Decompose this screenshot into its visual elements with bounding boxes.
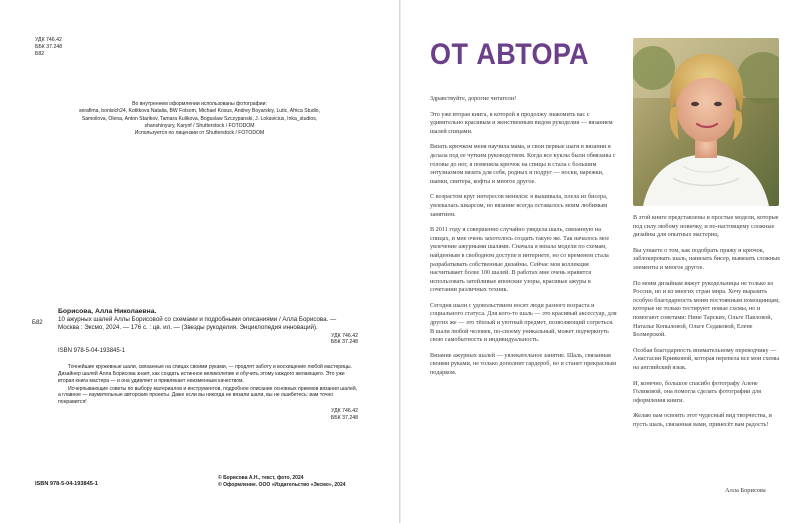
biblio-isbn: ISBN 978-5-04-193845-1	[58, 347, 126, 354]
biblio-annotation: Исчерпывающие советы по выбору материалов и инструментов, подробное описание основных приемов вязания шалей, а главное — изумительные авторские проекты. Даже если вы никогда не вязали шали, вы не ошибетесь: вам точно понравится!	[58, 385, 358, 406]
isbn-bottom: ISBN 978-5-04-193845-1	[35, 481, 98, 487]
copyright	[218, 475, 346, 489]
biblio-author: Борисова, Алла Николаевна.	[58, 308, 157, 315]
bibliographic-record	[32, 308, 358, 421]
paragraph: И, конечно, большое спасибо фотографу Алене Голиковой, она помогла сделать фотографии для оформления книги.	[633, 379, 761, 404]
biblio-annotation: Точнейшие кружевные шали, связанные на спицах своими руками, — продлят заботу и восхищение любой мастерицы. Дизайнер шалей Алла Борисова знает, как создать истинное великолепие и обучить этому каждого желающего. Это уже вторая книга мастера — и она удивляет и привлекает неизменным качеством.	[58, 363, 352, 384]
biblio-bbk-line: ББК 37.248	[330, 339, 358, 346]
left-page	[0, 0, 399, 523]
biblio-udk	[58, 333, 358, 346]
biblio-description: 10 ажурных шалей Аллы Борисовой со схемами и подробными описаниями / Алла Борисова. — Москва : Эксмо, 2024. — 176 с. : цв. ил. — (Звезды рукоделия. Энциклопедия инноваций).	[58, 315, 337, 331]
paragraph: По моим дизайнам вяжут рукодельницы не только из России, но и из многих стран мира. Хочу выразить особую благодарность моим постоянным помощницам, которые не только тестируют новые схемы, но и помогают советами: Нине Тарских, Ольге Павловой, Наталье Копыловой, Ольге Седаковой, Елене Болмерской.	[633, 279, 780, 339]
udk-block	[35, 37, 62, 58]
biblio-udk-line: УДК 746.42	[331, 332, 358, 339]
photo-credits-line: Используется по лицензии от Shutterstock / FOTODOM	[134, 130, 265, 137]
paragraph: Желаю вам освоить этот чудесный вид творчества, и пусть шаль, связанная вами, принесёт вам радость!	[633, 412, 772, 428]
author-photo-image	[633, 38, 779, 206]
photo-credits-line: Во внутреннем оформлении использованы фотографии:	[132, 101, 267, 107]
text-column-right	[633, 214, 781, 436]
paragraph: В 2011 году я совершенно случайно увидела шаль, связанную на спицах, и мне очень захотелось создать такую же. Так началось мое увлечение ажурными шалями. Сначала я вязала модели по схемам, найденным в свободном доступе в интернете, но со временем стала разрабатывать собственные дизайны. Сейчас моя коллекция насчитывает более 100 шалей. В работах мне очень нравится использовать затейливые японские узоры, красивые ажуры в сочетании различных техник.	[430, 226, 610, 294]
udk-line: УДК 746.42	[35, 37, 62, 43]
author-signature: Алла Борисова	[725, 487, 766, 494]
paragraph: Особая благодарность внимательному переводчику — Анастасии Кривковой, которая перевела все мои схемы на английский язык.	[633, 346, 780, 371]
paragraph: Вязание ажурных шалей — увлекательное занятие. Шаль, связанная своими руками, не только дополнит гардероб, но и станет прекрасным подарком.	[430, 351, 617, 377]
paragraph: В этой книге представлены и простые модели, которые под силу любому новичку, и по-настоящему сложные дизайны для опытных мастериц.	[633, 214, 779, 239]
paragraph: С возрастом круг интересов менялся: я вышивала, плела из бисера, увлекалась шкарсом, но вязание всегда оставалось моим любимым занятием.	[430, 193, 608, 218]
paragraph: Вязать крючком меня научила мама, и свои первые шаги в вязании я делала под ее чутким руководством. Когда все куклы были обвязаны с головы до ног, я поменяла крючок на спицы и стала с большим энтузиазмом вязать для себя, родных и подруг — носки, варежки, шапки, свитера, кофты и многое другое.	[430, 143, 616, 185]
copyright-line: © Борисова А.Н., текст, фото, 2024	[218, 475, 304, 481]
biblio-udk-line: УДК 746.42	[331, 408, 358, 415]
bbk-line: ББК 37.248	[35, 44, 63, 50]
text-column-left	[430, 95, 618, 385]
paragraph: Здравствуйте, дорогие читатели!	[430, 95, 517, 102]
section-title: ОТ АВТОРА	[430, 38, 589, 71]
biblio-code: Б82	[32, 320, 43, 326]
copyright-line: © Оформление. ООО «Издательство «Эксмо», 2024	[218, 482, 346, 489]
photo-credits-line: serafima, bonisich24, Kotitkova Natalia, BW Folsom, Michael Kosus, Andrey Boyarskiy, Lutic, Africa Studio,	[78, 108, 321, 115]
biblio-bbk-line: ББК 37.248	[330, 414, 358, 421]
catalog-code: Б82	[35, 51, 45, 57]
photo-credits-line: shanshinyury, Karynf / Shutterstock / FOTODOM	[144, 122, 255, 129]
photo-credits-line: Samoilova, Olena, Anton Starikov, Tamara Kulikova, Boguslaw Szczypanski, J. Lokavicius, Inka_studios,	[81, 115, 318, 122]
biblio-udk-bottom	[58, 408, 358, 421]
paragraph: Это уже вторая книга, в которой я продолжу знакомить вас с удивительно красивым и женственным видом рукоделия — вязанием шалей спицами.	[430, 110, 613, 135]
paragraph: Сегодня шали с удовольствием носят люди разного возраста и социального статуса. Для кого-то шаль — это красивый аксессуар, для других же — это тёплый и уютный предмет, позволяющий согреться. В шали любой человек, по-своему уникальный, может подчеркнуть свою самобытность и индивидуальность.	[430, 301, 617, 344]
paragraph: Вы узнаете о том, как подобрать пряжу и крючок, заблокировать шаль, нанизать бисер, вывязать сложные элементы и многое другое.	[633, 246, 781, 271]
right-page	[401, 0, 800, 523]
author-photo	[633, 38, 779, 206]
photo-credits	[0, 101, 399, 137]
